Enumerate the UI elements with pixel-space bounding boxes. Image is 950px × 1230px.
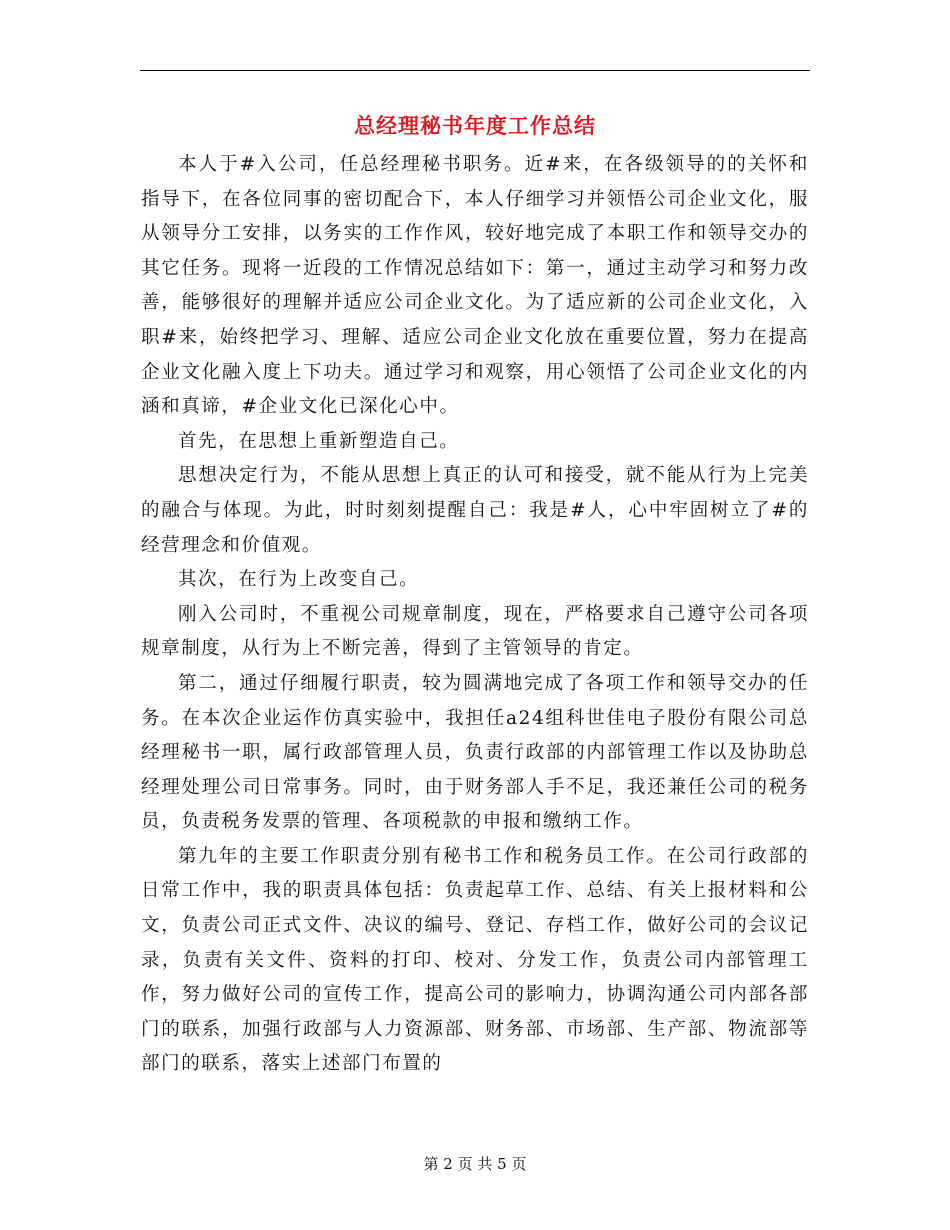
page-number: 第 2 页 共 5 页 (423, 1155, 527, 1173)
paragraph: 首先，在思想上重新塑造自己。 (178, 430, 460, 452)
document-title: 总经理秘书年度工作总结 (354, 113, 596, 138)
paragraph: 思想决定行为，不能从思想上真正的认可和接受，就不能从行为上完美的融合与体现。为此，时时刻刻提醒自己：我是#人，心中牢固树立了#的经营理念和价值观。 (141, 465, 809, 556)
paragraph: 刚入公司时，不重视公司规章制度，现在，严格要求自己遵守公司各项规章制度，从行为上不断完善，得到了主管领导的肯定。 (141, 603, 809, 660)
paragraph: 其次，在行为上改变自己。 (178, 569, 420, 591)
paragraph: 第二，通过仔细履行职责，较为圆满地完成了各项工作和领导交办的任务。在本次企业运作仿真实验中，我担任a24组科世佳电子股份有限公司总经理秘书一职，属行政部管理人员，负责行政部的内部管理工作以及协助总经理处理公司日常事务。同时，由于财务部人手不足，我还兼任公司的税务员，负责税务发票的管理、各项税款的申报和缴纳工作。 (141, 672, 809, 833)
header-rule (140, 70, 810, 71)
paragraph: 本人于#入公司，任总经理秘书职务。近#来，在各级领导的的关怀和指导下，在各位同事的密切配合下，本人仔细学习并领悟公司企业文化，服从领导分工安排，以务实的工作作风，较好地完成了本职工作和领导交办的其它任务。现将一近段的工作情况总结如下：第一，通过主动学习和努力改善，能够很好的理解并适应公司企业文化。为了适应新的公司企业文化，入职#来，始终把学习、理解、适应公司企业文化放在重要位置，努力在提高企业文化融入度上下功夫。通过学习和观察，用心领悟了公司企业文化的内涵和真谛，#企业文化已深化心中。 (141, 154, 809, 418)
document-body (141, 148, 809, 1082)
paragraph: 第九年的主要工作职责分别有秘书工作和税务员工作。在公司行政部的日常工作中，我的职责具体包括：负责起草工作、总结、有关上报材料和公文，负责公司正式文件、决议的编号、登记、存档工作，做好公司的会议记录，负责有关文件、资料的打印、校对、分发工作，负责公司内部管理工作，努力做好公司的宣传工作，提高公司的影响力，协调沟通公司内部各部门的联系，加强行政部与人力资源部、财务部、市场部、生产部、物流部等部门的联系，落实上述部门布置的 (141, 845, 809, 1075)
